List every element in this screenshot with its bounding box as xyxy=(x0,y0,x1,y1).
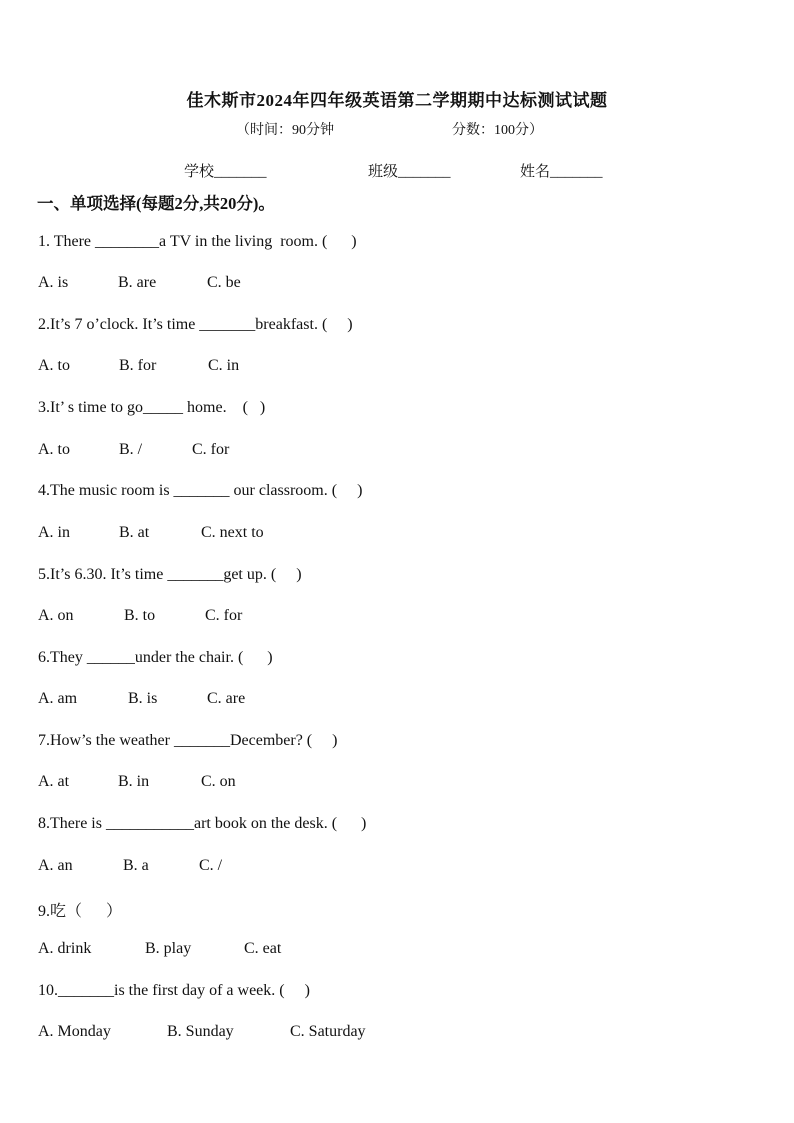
question-7: 7.How’s the weather _______December? ( ) xyxy=(38,732,338,749)
q3-option-c: C. for xyxy=(192,441,230,458)
name-field: 姓名_______ xyxy=(520,164,603,180)
q1-option-c: C. be xyxy=(207,274,241,291)
q8-option-b: B. a xyxy=(123,857,149,874)
q1-option-a: A. is xyxy=(38,274,69,291)
q2-option-c: C. in xyxy=(208,357,240,374)
question-10: 10._______is the first day of a week. ( ) xyxy=(38,982,310,999)
q3-option-a: A. to xyxy=(38,441,70,458)
q4-option-a: A. in xyxy=(38,524,70,541)
q8-option-a: A. an xyxy=(38,857,73,874)
exam-score: 分数：100分） xyxy=(452,123,543,138)
q3-option-b: B. / xyxy=(119,441,143,458)
q9-option-a: A. drink xyxy=(38,940,92,957)
q1-option-b: B. are xyxy=(118,274,157,291)
question-6: 6.They ______under the chair. ( ) xyxy=(38,649,273,666)
exam-time: （时间：90分钟 xyxy=(236,123,334,138)
q4-option-c: C. next to xyxy=(201,524,264,541)
q10-option-c: C. Saturday xyxy=(290,1023,366,1040)
q7-option-b: B. in xyxy=(118,773,150,790)
q7-option-a: A. at xyxy=(38,773,70,790)
class-field: 班级_______ xyxy=(368,164,451,180)
question-5: 5.It’s 6.30. It’s time _______get up. ( ) xyxy=(38,566,302,583)
q7-option-c: C. on xyxy=(201,773,236,790)
school-field: 学校_______ xyxy=(184,164,267,180)
q5-option-c: C. for xyxy=(205,607,243,624)
q9-option-c: C. eat xyxy=(244,940,282,957)
question-4: 4.The music room is _______ our classroom. ( ) xyxy=(38,482,363,499)
q10-option-b: B. Sunday xyxy=(167,1023,234,1040)
q2-option-a: A. to xyxy=(38,357,70,374)
page-title: 佳木斯市2024年四年级英语第二学期期中达标测试试题 xyxy=(186,91,608,110)
question-1: 1. There ________a TV in the living room. ( ) xyxy=(38,233,357,250)
question-3: 3.It’ s time to go_____ home. ( ) xyxy=(38,399,266,416)
question-9: 9.吃（ ） xyxy=(38,903,123,920)
q2-option-b: B. for xyxy=(119,357,157,374)
q4-option-b: B. at xyxy=(119,524,150,541)
q8-option-c: C. / xyxy=(199,857,223,874)
question-8: 8.There is ___________art book on the desk. ( ) xyxy=(38,815,367,832)
q9-option-b: B. play xyxy=(145,940,192,957)
section-title: 一、单项选择(每题2分,共20分)。 xyxy=(37,194,275,213)
q6-option-c: C. are xyxy=(207,690,246,707)
question-2: 2.It’s 7 o’clock. It’s time _______breakfast. ( ) xyxy=(38,316,353,333)
q6-option-b: B. is xyxy=(128,690,158,707)
q10-option-a: A. Monday xyxy=(38,1023,111,1040)
q5-option-a: A. on xyxy=(38,607,74,624)
q5-option-b: B. to xyxy=(124,607,156,624)
q6-option-a: A. am xyxy=(38,690,78,707)
